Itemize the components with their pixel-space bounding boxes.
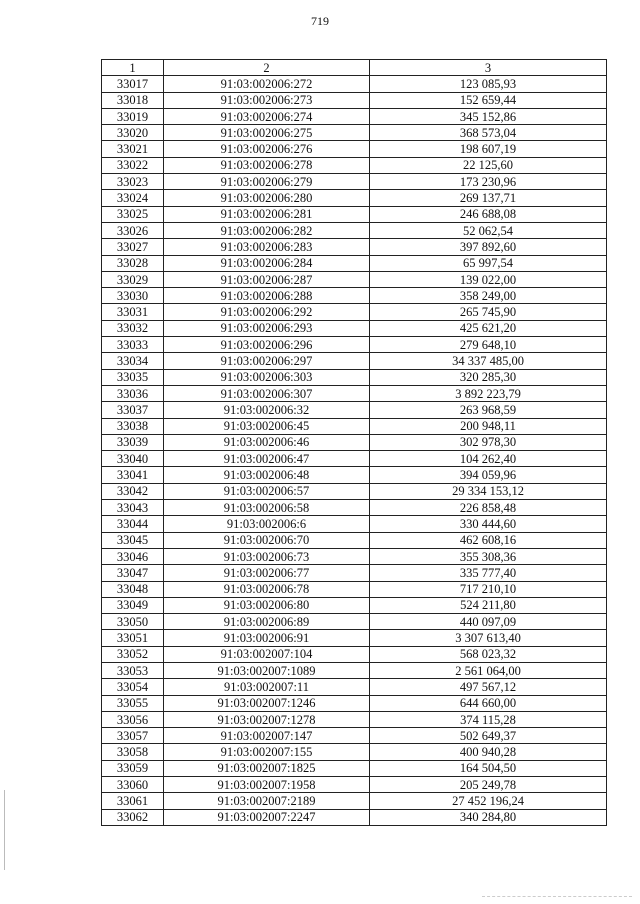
row-number-cell: 33024: [102, 190, 164, 206]
row-number-cell: 33023: [102, 174, 164, 190]
cadastral-number-cell: 91:03:002006:32: [164, 402, 370, 418]
row-number-cell: 33042: [102, 483, 164, 499]
row-number-cell: 33025: [102, 206, 164, 222]
value-cell: 400 940,28: [370, 744, 607, 760]
table-row: [102, 402, 607, 418]
cadastral-number-cell: 91:03:002006:297: [164, 353, 370, 369]
row-number-cell: 33038: [102, 418, 164, 434]
row-number-cell: 33044: [102, 516, 164, 532]
cadastral-number-cell: 91:03:002007:147: [164, 728, 370, 744]
table-row: [102, 809, 607, 825]
cadastral-number-cell: 91:03:002007:2247: [164, 809, 370, 825]
row-number-cell: 33054: [102, 679, 164, 695]
table-row: [102, 337, 607, 353]
value-cell: 302 978,30: [370, 434, 607, 450]
row-number-cell: 33030: [102, 288, 164, 304]
table-row: [102, 369, 607, 385]
cadastral-number-cell: 91:03:002007:1246: [164, 695, 370, 711]
cadastral-number-cell: 91:03:002006:296: [164, 337, 370, 353]
table-row: [102, 141, 607, 157]
value-cell: 340 284,80: [370, 809, 607, 825]
table-row: [102, 467, 607, 483]
value-cell: 568 023,32: [370, 646, 607, 662]
cadastral-number-cell: 91:03:002007:1958: [164, 777, 370, 793]
value-cell: 3 307 613,40: [370, 630, 607, 646]
value-cell: 200 948,11: [370, 418, 607, 434]
cadastral-number-cell: 91:03:002006:287: [164, 271, 370, 287]
table-row: [102, 304, 607, 320]
table-row: [102, 793, 607, 809]
table-row: [102, 695, 607, 711]
table-row: [102, 92, 607, 108]
row-number-cell: 33047: [102, 565, 164, 581]
value-cell: 22 125,60: [370, 157, 607, 173]
cadastral-number-cell: 91:03:002007:1825: [164, 760, 370, 776]
value-cell: 52 062,54: [370, 222, 607, 238]
row-number-cell: 33046: [102, 548, 164, 564]
table-row: [102, 679, 607, 695]
table-row: [102, 125, 607, 141]
cadastral-number-cell: 91:03:002006:80: [164, 597, 370, 613]
cadastral-number-cell: 91:03:002006:276: [164, 141, 370, 157]
value-cell: 717 210,10: [370, 581, 607, 597]
value-cell: 104 262,40: [370, 451, 607, 467]
table-row: [102, 516, 607, 532]
cadastral-number-cell: 91:03:002007:1089: [164, 662, 370, 678]
cadastral-number-cell: 91:03:002006:292: [164, 304, 370, 320]
cadastral-number-cell: 91:03:002006:273: [164, 92, 370, 108]
value-cell: 279 648,10: [370, 337, 607, 353]
row-number-cell: 33032: [102, 320, 164, 336]
table-row: [102, 174, 607, 190]
row-number-cell: 33053: [102, 662, 164, 678]
row-number-cell: 33022: [102, 157, 164, 173]
column-header-number: 1: [102, 60, 164, 76]
row-number-cell: 33057: [102, 728, 164, 744]
value-cell: 335 777,40: [370, 565, 607, 581]
value-cell: 164 504,50: [370, 760, 607, 776]
table-body: [102, 76, 607, 826]
row-number-cell: 33028: [102, 255, 164, 271]
value-cell: 34 337 485,00: [370, 353, 607, 369]
row-number-cell: 33039: [102, 434, 164, 450]
table-row: [102, 760, 607, 776]
value-cell: 358 249,00: [370, 288, 607, 304]
value-cell: 374 115,28: [370, 711, 607, 727]
row-number-cell: 33058: [102, 744, 164, 760]
value-cell: 394 059,96: [370, 467, 607, 483]
cadastral-number-cell: 91:03:002007:155: [164, 744, 370, 760]
value-cell: 425 621,20: [370, 320, 607, 336]
value-cell: 440 097,09: [370, 614, 607, 630]
cadastral-number-cell: 91:03:002006:282: [164, 222, 370, 238]
value-cell: 330 444,60: [370, 516, 607, 532]
table-row: [102, 108, 607, 124]
value-cell: 27 452 196,24: [370, 793, 607, 809]
value-cell: 205 249,78: [370, 777, 607, 793]
table-row: [102, 418, 607, 434]
row-number-cell: 33026: [102, 222, 164, 238]
cadastral-number-cell: 91:03:002006:58: [164, 500, 370, 516]
cadastral-number-cell: 91:03:002006:57: [164, 483, 370, 499]
table-row: [102, 728, 607, 744]
cadastral-number-cell: 91:03:002007:1278: [164, 711, 370, 727]
cadastral-number-cell: 91:03:002006:47: [164, 451, 370, 467]
row-number-cell: 33049: [102, 597, 164, 613]
row-number-cell: 33061: [102, 793, 164, 809]
cadastral-number-cell: 91:03:002006:278: [164, 157, 370, 173]
table-row: [102, 222, 607, 238]
table-row: [102, 597, 607, 613]
cadastral-value-table: [101, 59, 607, 826]
page-number: 719: [311, 14, 329, 28]
cadastral-number-cell: 91:03:002006:89: [164, 614, 370, 630]
cadastral-number-cell: 91:03:002006:280: [164, 190, 370, 206]
cadastral-number-cell: 91:03:002006:307: [164, 385, 370, 401]
row-number-cell: 33043: [102, 500, 164, 516]
value-cell: 226 858,48: [370, 500, 607, 516]
value-cell: 524 211,80: [370, 597, 607, 613]
cadastral-number-cell: 91:03:002006:279: [164, 174, 370, 190]
row-number-cell: 33060: [102, 777, 164, 793]
cadastral-number-cell: 91:03:002006:274: [164, 108, 370, 124]
cadastral-number-cell: 91:03:002006:91: [164, 630, 370, 646]
cadastral-number-cell: 91:03:002006:275: [164, 125, 370, 141]
cadastral-number-cell: 91:03:002007:11: [164, 679, 370, 695]
row-number-cell: 33051: [102, 630, 164, 646]
value-cell: 368 573,04: [370, 125, 607, 141]
column-header-cadastral-number: 2: [164, 60, 370, 76]
value-cell: 345 152,86: [370, 108, 607, 124]
value-cell: 65 997,54: [370, 255, 607, 271]
table-row: [102, 239, 607, 255]
value-cell: 123 085,93: [370, 76, 607, 92]
cadastral-number-cell: 91:03:002007:2189: [164, 793, 370, 809]
row-number-cell: 33056: [102, 711, 164, 727]
row-number-cell: 33021: [102, 141, 164, 157]
table-row: [102, 500, 607, 516]
row-number-cell: 33059: [102, 760, 164, 776]
row-number-cell: 33048: [102, 581, 164, 597]
table-row: [102, 157, 607, 173]
value-cell: 263 968,59: [370, 402, 607, 418]
row-number-cell: 33052: [102, 646, 164, 662]
value-cell: 3 892 223,79: [370, 385, 607, 401]
table-row: [102, 744, 607, 760]
cadastral-number-cell: 91:03:002006:45: [164, 418, 370, 434]
value-cell: 502 649,37: [370, 728, 607, 744]
row-number-cell: 33036: [102, 385, 164, 401]
table-row: [102, 353, 607, 369]
table-row: [102, 646, 607, 662]
table-row: [102, 206, 607, 222]
value-cell: 320 285,30: [370, 369, 607, 385]
value-cell: 265 745,90: [370, 304, 607, 320]
table-row: [102, 581, 607, 597]
cadastral-number-cell: 91:03:002006:46: [164, 434, 370, 450]
row-number-cell: 33033: [102, 337, 164, 353]
value-cell: 462 608,16: [370, 532, 607, 548]
value-cell: 355 308,36: [370, 548, 607, 564]
cadastral-number-cell: 91:03:002006:78: [164, 581, 370, 597]
value-cell: 397 892,60: [370, 239, 607, 255]
cadastral-number-cell: 91:03:002006:6: [164, 516, 370, 532]
value-cell: 269 137,71: [370, 190, 607, 206]
value-cell: 644 660,00: [370, 695, 607, 711]
value-cell: 198 607,19: [370, 141, 607, 157]
table-row: [102, 777, 607, 793]
cadastral-number-cell: 91:03:002006:283: [164, 239, 370, 255]
cadastral-number-cell: 91:03:002006:272: [164, 76, 370, 92]
table-row: [102, 255, 607, 271]
table-row: [102, 630, 607, 646]
table-row: [102, 434, 607, 450]
table-row: [102, 711, 607, 727]
value-cell: 152 659,44: [370, 92, 607, 108]
cadastral-number-cell: 91:03:002006:288: [164, 288, 370, 304]
column-header-value: 3: [370, 60, 607, 76]
scan-footer-mark: [482, 896, 632, 898]
table-row: [102, 190, 607, 206]
row-number-cell: 33020: [102, 125, 164, 141]
value-cell: 173 230,96: [370, 174, 607, 190]
cadastral-number-cell: 91:03:002006:48: [164, 467, 370, 483]
value-cell: 139 022,00: [370, 271, 607, 287]
row-number-cell: 33062: [102, 809, 164, 825]
cadastral-number-cell: 91:03:002006:77: [164, 565, 370, 581]
cadastral-number-cell: 91:03:002006:70: [164, 532, 370, 548]
value-cell: 29 334 153,12: [370, 483, 607, 499]
value-cell: 497 567,12: [370, 679, 607, 695]
row-number-cell: 33019: [102, 108, 164, 124]
row-number-cell: 33041: [102, 467, 164, 483]
table-row: [102, 288, 607, 304]
row-number-cell: 33037: [102, 402, 164, 418]
row-number-cell: 33031: [102, 304, 164, 320]
table-row: [102, 483, 607, 499]
cadastral-number-cell: 91:03:002006:293: [164, 320, 370, 336]
value-cell: 246 688,08: [370, 206, 607, 222]
scan-edge-mark: [4, 790, 5, 870]
cadastral-number-cell: 91:03:002006:73: [164, 548, 370, 564]
table-row: [102, 662, 607, 678]
cadastral-number-cell: 91:03:002007:104: [164, 646, 370, 662]
table-row: [102, 614, 607, 630]
table-row: [102, 548, 607, 564]
row-number-cell: 33040: [102, 451, 164, 467]
row-number-cell: 33034: [102, 353, 164, 369]
table-row: [102, 385, 607, 401]
row-number-cell: 33050: [102, 614, 164, 630]
row-number-cell: 33035: [102, 369, 164, 385]
cadastral-number-cell: 91:03:002006:281: [164, 206, 370, 222]
row-number-cell: 33029: [102, 271, 164, 287]
table-header-row: [102, 60, 607, 76]
row-number-cell: 33027: [102, 239, 164, 255]
table-row: [102, 532, 607, 548]
row-number-cell: 33017: [102, 76, 164, 92]
table-row: [102, 451, 607, 467]
row-number-cell: 33045: [102, 532, 164, 548]
row-number-cell: 33018: [102, 92, 164, 108]
row-number-cell: 33055: [102, 695, 164, 711]
value-cell: 2 561 064,00: [370, 662, 607, 678]
table-row: [102, 565, 607, 581]
table-row: [102, 271, 607, 287]
table-row: [102, 76, 607, 92]
table-row: [102, 320, 607, 336]
cadastral-number-cell: 91:03:002006:284: [164, 255, 370, 271]
cadastral-number-cell: 91:03:002006:303: [164, 369, 370, 385]
